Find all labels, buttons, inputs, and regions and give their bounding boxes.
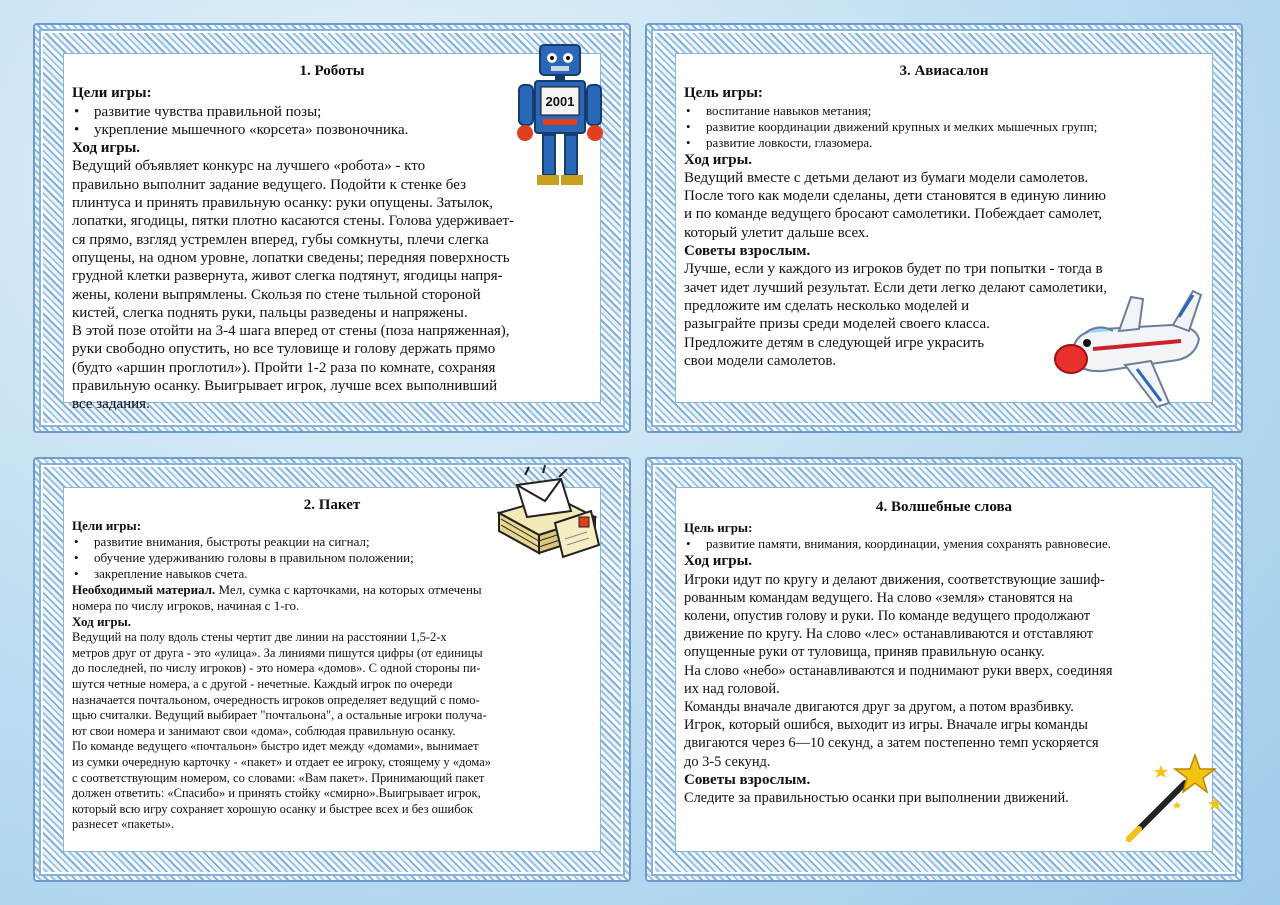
goals-heading: Цели игры: — [72, 518, 142, 534]
goal-item: • воспитание навыков метания; — [684, 103, 1204, 119]
card-title: 2. Пакет — [303, 497, 361, 513]
advice-heading: Советы взрослым. — [684, 243, 811, 260]
card-magic-words — [645, 457, 1243, 882]
text-line: из сумки очередную карточку - «пакет» и отдает ее игроку, стоящему у «дома» — [72, 755, 492, 770]
robot-chest-label: 2001 — [545, 94, 575, 109]
course-text — [684, 169, 1204, 242]
goals-heading: Цель игры: — [684, 85, 763, 102]
advice-heading: Советы взрослым. — [684, 771, 811, 788]
text-line: ют свои номера и занимают свои «дома», соблюдая правильную осанку. — [72, 723, 456, 738]
text-line: (будто «аршин проглотил»). Пройти 1-2 раза по комнате, сохраняя — [72, 359, 496, 376]
text-line: рованным командам ведущего. На слово «земля» становятся на — [684, 589, 1073, 606]
material-line: Мел, сумка с карточками, на которых отмечены — [215, 582, 482, 598]
text-line: По команде ведущего «почтальон» быстро идет между «домами», вынимает — [72, 739, 479, 754]
text-line: руки свободно опустить, но все туловище и голову держать прямо — [72, 341, 496, 358]
text-line: движение по кругу. На слово «лес» останавливаются и отставляют — [684, 626, 1094, 643]
card-title: 4. Волшебные слова — [875, 499, 1013, 515]
text-line: зачет идет лучший результат. Если дети легко делают самолетики, — [684, 279, 1108, 296]
text-line: Ведущий вместе с детьми делают из бумаги модели самолетов. — [684, 169, 1089, 186]
text-line: грудной клетки развернута, живот слегка подтянут, ягодицы напря- — [72, 268, 503, 285]
goal-item: • развитие памяти, внимания, координации, умения сохранять равновесие. — [684, 536, 1204, 552]
course-heading: Ход игры. — [684, 553, 753, 570]
card-robots — [33, 23, 631, 433]
text-line: шутся четные номера, а с другой - нечетные. Каждый игрок по очереди — [72, 677, 453, 692]
text-line: жены, колени выпрямлены. Скользя по стене тыльной стороной — [72, 286, 481, 303]
text-line: все задания. — [72, 396, 150, 413]
text-line: Лучше, если у каждого из игроков будет по три попытки - тогда в — [684, 261, 1103, 278]
course-heading: Ход игры. — [72, 140, 141, 157]
text-line: двигаются через 6—10 секунд, а затем постепенно темп ускоряется — [684, 735, 1099, 752]
text-line: ся прямо, взгляд устремлен вперед, губы сомкнуты, плечи слегка — [72, 231, 489, 248]
goal-item: • развитие ловкости, глазомера. — [684, 135, 1204, 151]
text-line: разнесет «пакеты». — [72, 817, 175, 832]
text-line: метров друг от друга - это «улица». За линиями пишутся цифры (от единицы — [72, 645, 483, 660]
goal-item: • развитие чувства правильной позы; — [72, 103, 592, 121]
text-line: с соответствующим номером, со словами: «Вам пакет». Принимающий пакет — [72, 770, 485, 785]
text-line: их над головой. — [684, 680, 780, 697]
text-line: опущены, на одном уровне, лопатки сведены; передняя поверхность — [72, 249, 510, 266]
text-line: щью считалки. Ведущий выбирает "почтальона", а остальные игроки получа- — [72, 708, 487, 723]
text-line: На слово «небо» останавливаются и поднимают руки вверх, соединяя — [684, 662, 1113, 679]
text-line: В этой позе отойти на 3-4 шага вперед от стены (поза напряженная), — [72, 323, 510, 340]
text-line: правильную осанку. Выигрывает игрок, лучше всех выполнивший — [72, 378, 498, 395]
card-title: 1. Роботы — [299, 63, 365, 79]
text-line: разыграйте призы среди моделей своего класса. — [684, 316, 990, 333]
goals-list — [684, 103, 1204, 151]
text-line: После того как модели сделаны, дети становятся в единую линию — [684, 188, 1106, 205]
text-line: до 3-5 секунд. — [684, 753, 771, 770]
card-airshow — [645, 23, 1243, 433]
goal-item: • развитие внимания, быстроты реакции на сигнал; — [72, 534, 592, 550]
text-line: плинтуса и принять правильную осанку: руки опущены. Затылок, — [72, 195, 494, 212]
text-line: Предложите детям в следующей игре украсить — [684, 334, 985, 351]
goals-heading: Цель игры: — [684, 520, 753, 536]
text-line: Игроки идут по кругу и делают движения, соответствующие зашиф- — [684, 571, 1105, 588]
text-line: Следите за правильностью осанки при выполнении движений. — [684, 790, 1069, 807]
envelope-stack-icon — [495, 465, 605, 565]
text-line: номера по числу игроков, начиная с 1-го. — [72, 598, 300, 614]
text-line: кистей, слегка поднять руки, пальцы разведены и напряжены. — [72, 304, 468, 321]
card-packet — [33, 457, 631, 882]
text-line: и по команде ведущего бросают самолетики. Побеждает самолет, — [684, 206, 1103, 223]
material-heading: Необходимый материал. — [72, 582, 216, 598]
goals-list — [684, 536, 1204, 552]
robot-icon — [515, 43, 605, 193]
text-line: который всю игру сохраняет хорошую осанку и быстрее всех и без ошибок — [72, 801, 473, 816]
text-line: свои модели самолетов. — [684, 352, 837, 369]
course-heading: Ход игры. — [684, 151, 753, 168]
course-text — [72, 630, 592, 833]
text-line: Ведущий объявляет конкурс на лучшего «робота» - кто — [72, 158, 426, 175]
text-line: который улетит дальше всех. — [684, 224, 870, 241]
text-line: опущенные руки от туловища, приняв правильную осанку. — [684, 644, 1045, 661]
goal-item: • укрепление мышечного «корсета» позвоночника. — [72, 121, 592, 139]
text-line: должен ответить: «Спасибо» и принять стойку «смирно».Выигрывает игрок, — [72, 786, 481, 801]
text-line: предложите им сделать несколько моделей и — [684, 297, 970, 314]
text-line: колени, опустив голову и руки. По команде ведущего продолжают — [684, 608, 1091, 624]
text-line: до последней, по числу игроков) - это номера «домов». С одной стороны пи- — [72, 661, 481, 676]
airplane-icon — [1053, 285, 1203, 415]
text-line: Команды вначале двигаются друг за другом, а потом вразбивку. — [684, 699, 1074, 716]
goal-item: • закрепление навыков счета. — [72, 566, 592, 582]
text-line: Игрок, который ошибся, выходит из игры. Вначале игры команды — [684, 717, 1088, 734]
goals-heading: Цели игры: — [72, 85, 152, 102]
goal-item: • обучение удерживанию головы в правильном положении; — [72, 550, 592, 566]
course-heading: Ход игры. — [72, 614, 131, 630]
text-line: назначается почтальоном, очередность игроков определяет ведущий с помо- — [72, 692, 480, 707]
text-line: правильно выполнит задание ведущего. Подойти к стенке без — [72, 176, 466, 193]
goal-item: • развитие координации движений крупных и мелких мышечных групп; — [684, 119, 1204, 135]
text-line: лопатки, ягодицы, пятки плотно касаются стены. Голова удерживает- — [72, 213, 515, 230]
goals-list — [72, 103, 592, 140]
material-text — [72, 582, 592, 614]
card-title: 3. Авиасалон — [899, 63, 989, 79]
magic-wand-icon — [1115, 747, 1225, 847]
course-text — [684, 571, 1204, 771]
text-line — [72, 582, 592, 598]
course-text — [72, 157, 592, 413]
text-line: Ведущий на полу вдоль стены чертит две линии на расстоянии 1,5-2-х — [72, 630, 447, 645]
